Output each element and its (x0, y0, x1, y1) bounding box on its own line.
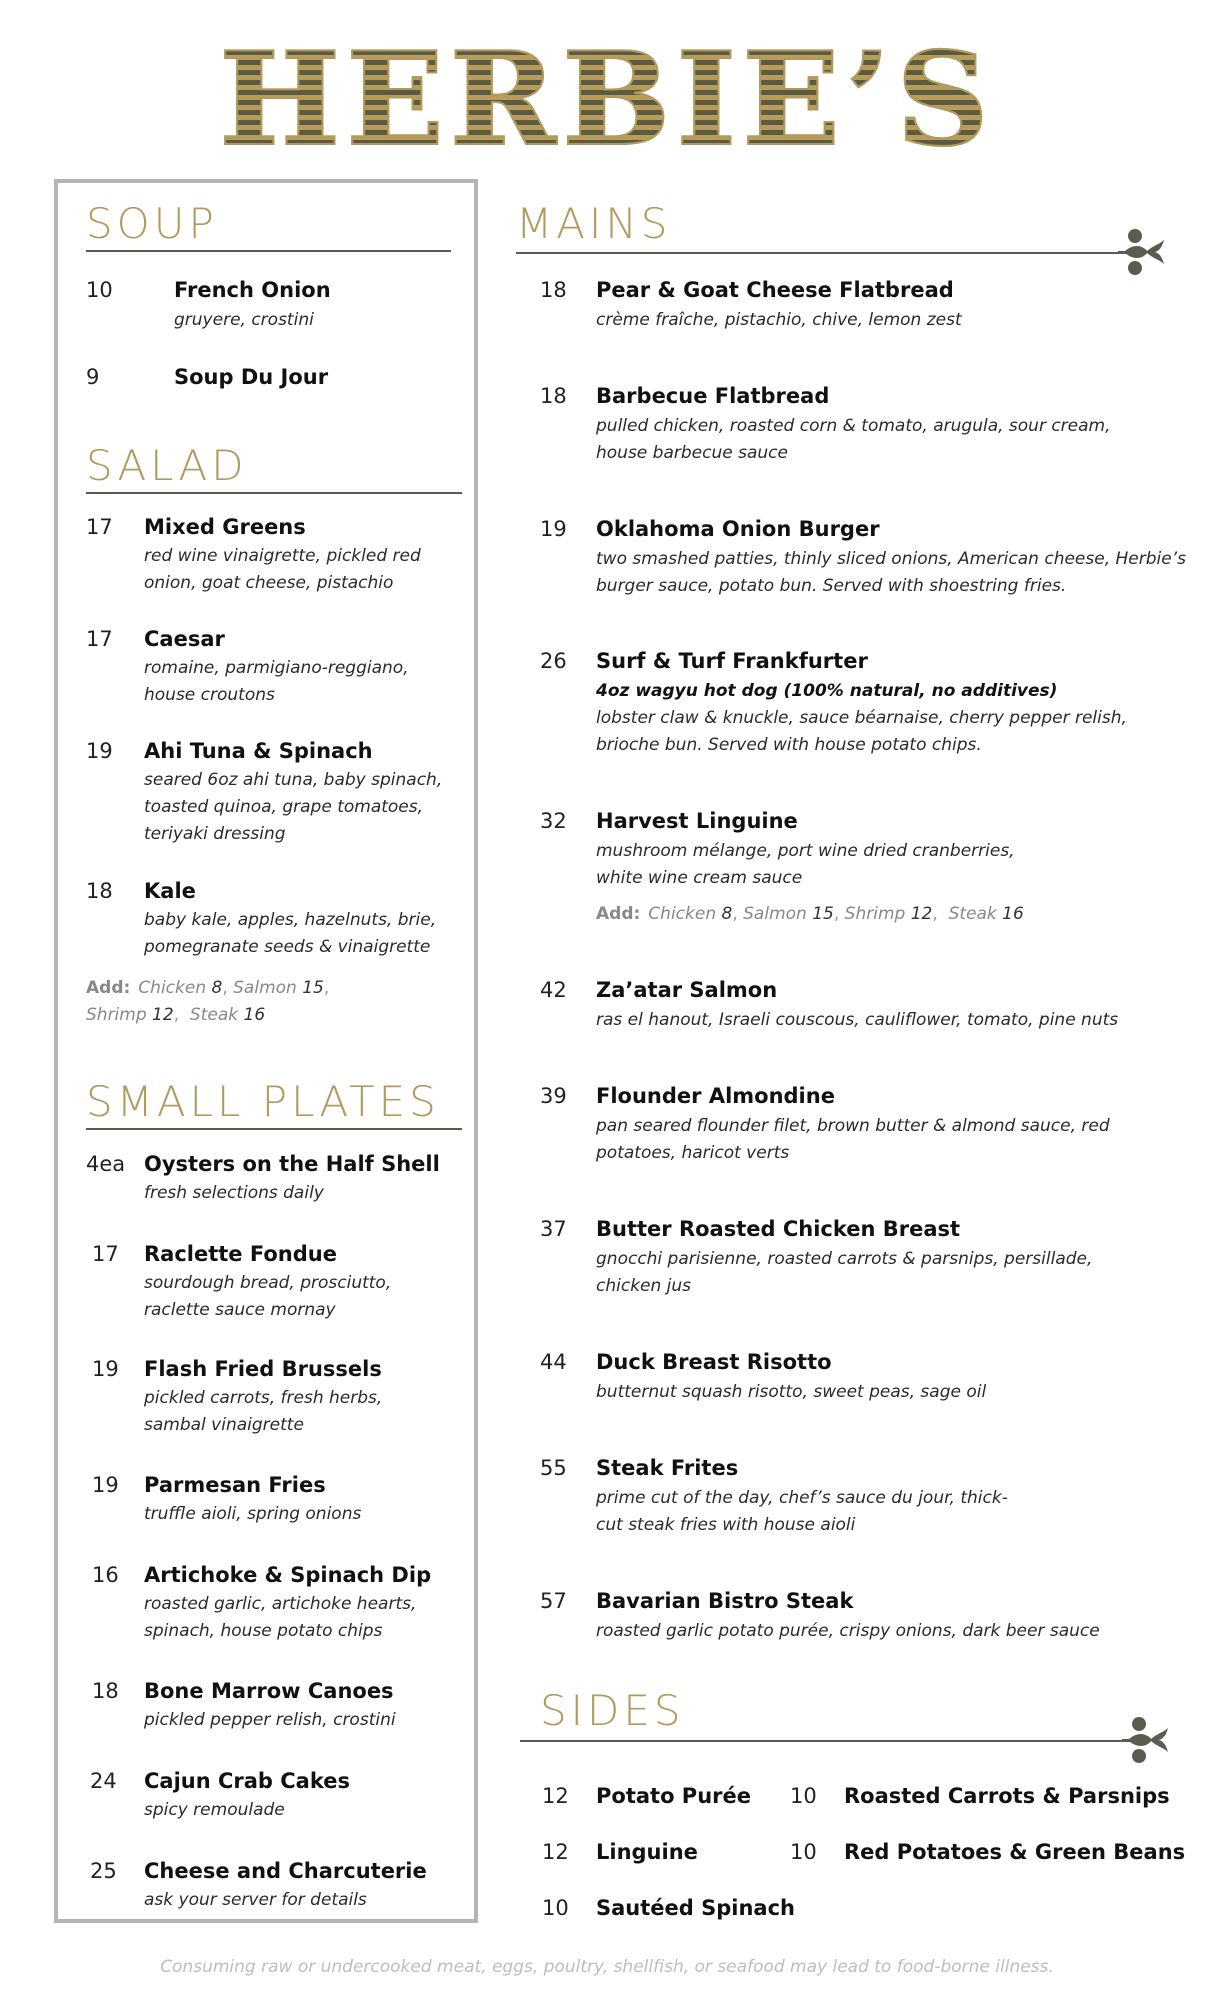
item-description: ras el hanout, Israeli couscous, cauliflower, tomato, pine nuts (596, 1010, 1119, 1030)
add-label: Add: (596, 904, 641, 924)
item-price: 10 (790, 1784, 817, 1808)
item-name: Bavarian Bistro Steak (596, 1589, 854, 1613)
item-description: spicy remoulade (144, 1800, 285, 1820)
item-price: 12 (542, 1784, 569, 1808)
item-description: prime cut of the day, chef’s sauce du jour, thick-cut steak fries with house aioli (596, 1488, 1008, 1535)
item-description: pulled chicken, roasted corn & tomato, arugula, sour cream, house barbecue sauce (596, 416, 1111, 463)
item-name: Surf & Turf Frankfurter (596, 649, 868, 673)
sides-rule (520, 1740, 1136, 1742)
item-name: Za’atar Salmon (596, 978, 778, 1002)
item-price: 17 (92, 1242, 119, 1266)
item-price: 19 (92, 1357, 119, 1381)
salad-add-ons: Add: Chicken 8, Salmon 15, Shrimp 12, Steak 16 (86, 978, 330, 1025)
item-description: mushroom mélange, port wine dried cranberries, white wine cream sauce (596, 841, 1015, 888)
item-price: 9 (86, 365, 100, 389)
item-price: 44 (540, 1350, 567, 1374)
item-price: 26 (540, 649, 567, 673)
item-description: crème fraîche, pistachio, chive, lemon zest (596, 310, 962, 330)
item-price: 19 (86, 739, 113, 763)
item-name: Oysters on the Half Shell (144, 1152, 440, 1176)
item-description: butternut squash risotto, sweet peas, sage oil (596, 1382, 987, 1402)
item-name: Linguine (596, 1840, 698, 1864)
fleur-de-lis-icon (1118, 226, 1166, 278)
item-price: 10 (86, 278, 113, 302)
item-description: fresh selections daily (144, 1183, 324, 1203)
item-price: 57 (540, 1589, 567, 1613)
item-description: pan seared flounder filet, brown butter & almond sauce, red potatoes, haricot verts (596, 1116, 1110, 1163)
item-price: 19 (92, 1473, 119, 1497)
item-name: Artichoke & Spinach Dip (144, 1563, 432, 1587)
item-name: Pear & Goat Cheese Flatbread (596, 278, 954, 302)
soup-rule (86, 250, 451, 252)
item-description: 4oz wagyu hot dog (100% natural, no additives) lobster claw & knuckle, sauce béarnaise, cherry pepper relish, brioche bun. Served with house potato chips. (596, 681, 1127, 755)
item-price: 17 (86, 515, 113, 539)
mains-rule (516, 252, 1132, 254)
item-description: ask your server for details (144, 1890, 367, 1910)
item-name: Roasted Carrots & Parsnips (844, 1784, 1170, 1808)
item-price: 42 (540, 978, 567, 1002)
sides-title: SIDES (540, 1686, 685, 1735)
item-price: 18 (540, 278, 567, 302)
item-name: Caesar (144, 627, 225, 651)
item-description: gruyere, crostini (174, 310, 314, 330)
item-name: Potato Purée (596, 1784, 751, 1808)
item-price: 12 (542, 1840, 569, 1864)
item-name: Soup Du Jour (174, 365, 329, 389)
item-price: 19 (540, 517, 567, 541)
item-name: Parmesan Fries (144, 1473, 326, 1497)
item-price: 18 (92, 1679, 119, 1703)
item-price: 37 (540, 1217, 567, 1241)
item-name: Flounder Almondine (596, 1084, 835, 1108)
item-name: French Onion (174, 278, 331, 302)
item-name: Barbecue Flatbread (596, 384, 830, 408)
item-price: 18 (540, 384, 567, 408)
item-description: roasted garlic potato purée, crispy onions, dark beer sauce (596, 1621, 1100, 1641)
small-plates-title: SMALL PLATES (86, 1077, 440, 1126)
item-name: Kale (144, 879, 196, 903)
item-price: 4ea (86, 1152, 126, 1176)
item-price: 17 (86, 627, 113, 651)
item-name: Harvest Linguine (596, 809, 798, 833)
item-price: 16 (92, 1563, 119, 1587)
item-name: Oklahoma Onion Burger (596, 517, 880, 541)
item-name: Steak Frites (596, 1456, 739, 1480)
item-price: 24 (90, 1769, 117, 1793)
add-label: Add: (86, 978, 131, 998)
item-name: Cheese and Charcuterie (144, 1859, 427, 1883)
mains-title: MAINS (516, 199, 672, 248)
restaurant-logo: HERBIE’S (0, 40, 1214, 160)
item-description: seared 6oz ahi tuna, baby spinach, toasted quinoa, grape tomatoes, teriyaki dressing (144, 770, 443, 844)
fleur-de-lis-icon (1122, 1714, 1170, 1766)
item-description: romaine, parmigiano-reggiano, house croutons (144, 658, 409, 705)
item-description: gnocchi parisienne, roasted carrots & parsnips, persillade, chicken jus (596, 1249, 1093, 1296)
item-name: Sautéed Spinach (596, 1896, 795, 1920)
linguine-add-ons: Add: Chicken 8, Salmon 15, Shrimp 12, Steak 16 (596, 904, 1024, 924)
item-name: Cajun Crab Cakes (144, 1769, 351, 1793)
salad-rule (86, 492, 462, 494)
item-description: roasted garlic, artichoke hearts, spinach, house potato chips (144, 1594, 417, 1641)
item-subtitle: 4oz wagyu hot dog (100% natural, no additives) (596, 681, 1058, 701)
soup-title: SOUP (86, 199, 218, 248)
item-price: 32 (540, 809, 567, 833)
item-price: 55 (540, 1456, 567, 1480)
item-price: 10 (542, 1896, 569, 1920)
salad-title: SALAD (86, 441, 248, 490)
item-name: Flash Fried Brussels (144, 1357, 382, 1381)
item-name: Duck Breast Risotto (596, 1350, 832, 1374)
item-name: Red Potatoes & Green Beans (844, 1840, 1186, 1864)
item-name: Bone Marrow Canoes (144, 1679, 394, 1703)
health-disclaimer: Consuming raw or undercooked meat, eggs, poultry, shellfish, or seafood may lead to food-borne illness. (160, 1957, 1054, 1977)
item-description: red wine vinaigrette, pickled red onion, goat cheese, pistachio (144, 546, 421, 593)
item-description: pickled carrots, fresh herbs, sambal vinaigrette (144, 1388, 383, 1435)
item-name: Raclette Fondue (144, 1242, 337, 1266)
item-price: 18 (86, 879, 113, 903)
small-plates-rule (86, 1128, 462, 1130)
item-description: truffle aioli, spring onions (144, 1504, 362, 1524)
item-description: two smashed patties, thinly sliced onions, American cheese, Herbie’s burger sauce, potato bun. Served with shoestring fries. (596, 549, 1186, 596)
item-name: Mixed Greens (144, 515, 306, 539)
item-name: Butter Roasted Chicken Breast (596, 1217, 961, 1241)
item-price: 25 (90, 1859, 117, 1883)
item-price: 39 (540, 1084, 567, 1108)
item-description: pickled pepper relish, crostini (144, 1710, 396, 1730)
item-price: 10 (790, 1840, 817, 1864)
item-name: Ahi Tuna & Spinach (144, 739, 373, 763)
item-description: baby kale, apples, hazelnuts, brie, pomegranate seeds & vinaigrette (144, 910, 437, 957)
item-description: sourdough bread, prosciutto, raclette sauce mornay (144, 1273, 392, 1320)
